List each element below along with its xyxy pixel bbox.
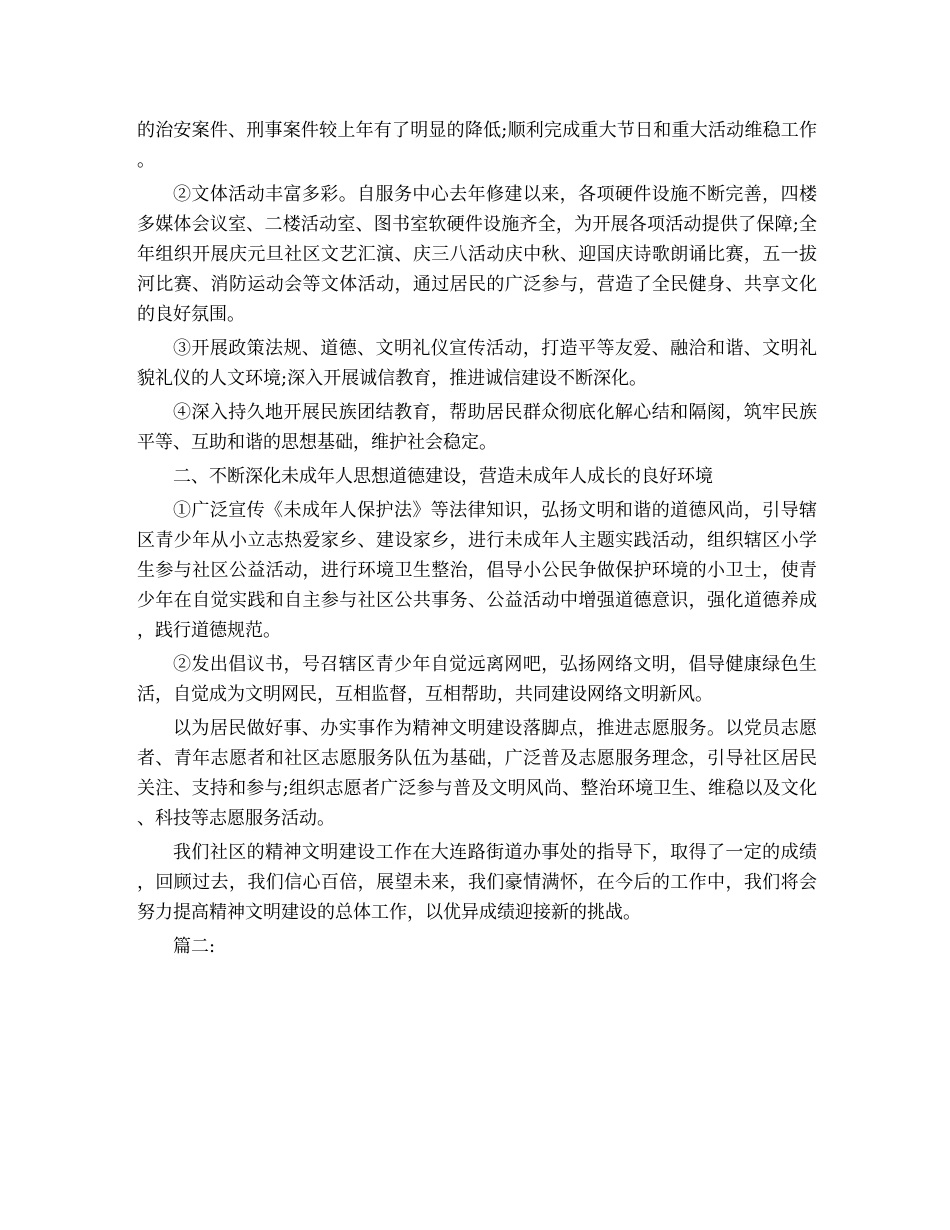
document-body: [137, 116, 817, 966]
paragraph: ③开展政策法规、道德、文明礼仪宣传活动，打造平等友爱、融洽和谐、文明礼貌礼仪的人文环境;深入开展诚信教育，推进诚信建设不断深化。: [137, 338, 817, 389]
paragraph: ①广泛宣传《未成年人保护法》等法律知识，弘扬文明和谐的道德风尚，引导辖区青少年从小立志热爱家乡、建设家乡，进行未成年人主题实践活动，组织辖区小学生参与社区公益活动，进行环境卫生整治，倡导小公民争做保护环境的小卫士，使青少年在自觉实践和自主参与社区公共事务、公益活动中增强道德意识，强化道德养成，践行道德规范。: [137, 500, 817, 641]
paragraph: 的治安案件、刑事案件较上年有了明显的降低;顺利完成重大节日和重大活动维稳工作。: [137, 120, 817, 171]
paragraph: 我们社区的精神文明建设工作在大连路街道办事处的指导下，取得了一定的成绩，回顾过去，我们信心百倍，展望未来，我们豪情满怀，在今后的工作中，我们将会努力提高精神文明建设的总体工作，以优异成绩迎接新的挑战。: [137, 842, 817, 923]
paragraph: ④深入持久地开展民族团结教育，帮助居民群众彻底化解心结和隔阂，筑牢民族平等、互助和谐的思想基础，维护社会稳定。: [137, 402, 817, 453]
section-heading: 二、不断深化未成年人思想道德建设，营造未成年人成长的良好环境: [173, 466, 713, 487]
paragraph: ②文体活动丰富多彩。自服务中心去年修建以来，各项硬件设施不断完善，四楼多媒体会议室、二楼活动室、图书室软硬件设施齐全，为开展各项活动提供了保障;全年组织开展庆元旦社区文艺汇演、庆三八活动庆中秋、迎国庆诗歌朗诵比赛，五一拔河比赛、消防运动会等文体活动，通过居民的广泛参与，营造了全民健身、共享文化的良好氛围。: [137, 184, 817, 325]
paragraph: 以为居民做好事、办实事作为精神文明建设落脚点，推进志愿服务。以党员志愿者、青年志愿者和社区志愿服务队伍为基础，广泛普及志愿服务理念，引导社区居民关注、支持和参与;组织志愿者广泛参与普及文明风尚、整治环境卫生、维稳以及文化、科技等志愿服务活动。: [137, 718, 817, 829]
paragraph: ②发出倡议书，号召辖区青少年自觉远离网吧，弘扬网络文明，倡导健康绿色生活，自觉成为文明网民，互相监督，互相帮助，共同建设网络文明新风。: [137, 654, 817, 705]
part-heading: 篇二:: [173, 936, 216, 957]
